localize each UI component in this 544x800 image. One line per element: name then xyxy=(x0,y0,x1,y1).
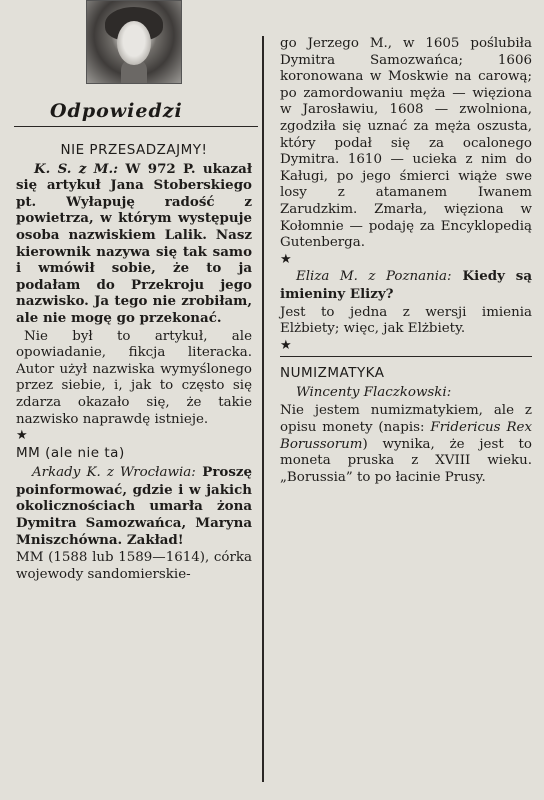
answer-4-pre: Nie jestem numizmatykiem, ale z opisu monety (napis: xyxy=(280,403,532,436)
answer-4-inscription: Fridericus Rex Borussorum xyxy=(280,420,533,452)
section-title-mm: MM (ale nie ta) xyxy=(16,444,125,461)
question-1-author: K. S. z M.: xyxy=(34,160,119,177)
question-3 xyxy=(280,268,532,302)
column-divider xyxy=(262,36,264,782)
section-title-numizmatyka: NUMIZMATYKA xyxy=(280,365,385,382)
answer-3: Jest to jedna z wersji imienia Elżbiety; więc, jak Elżbiety. xyxy=(280,304,532,337)
question-3-author: Eliza M. z Poznania: xyxy=(296,269,452,285)
author-photo xyxy=(86,0,182,84)
answer-2-continued: go Jerzego M., w 1605 poślubiła Dymitra Samozwańca; 1606 koronowana w Moskwie na carową; po zamordowaniu męża — więziona w Jarosławiu, 1608 — zwolniona, zgodziła się uznać za męża oszusta, który podał się za ocalonego Dymitra. 1610 — ucieka z nim do Kaługi, po jego śmierci wiąże swe losy z atamanem Iwanem Zarudzkim. Zmarła, więziona w Kołomnie — podaję za Encyklopedią Gutenberga. xyxy=(280,36,532,251)
answer-4-post: ) wynika, że jest to moneta pruska z XVIII wieku. „Borussia” to po łacinie Prusy. xyxy=(280,436,532,485)
section-heading: Odpowiedzi xyxy=(50,100,183,122)
separator-star: ★ xyxy=(280,251,292,267)
answer-1: Nie był to artykuł, ale opowiadanie, fikcja literacka. Autor użył nazwiska wymyślonego przez siebie, i, jak to często się zdarza okazało się, że takie nazwisko naprawdę istnieje. xyxy=(16,328,252,427)
left-column xyxy=(16,142,252,583)
answer-4 xyxy=(280,403,532,486)
question-3-text: Kiedy są imieniny Elizy? xyxy=(280,268,532,302)
separator-star: ★ xyxy=(16,428,28,444)
question-2-text: Proszę poinformować, gdzie i w jakich okolicznościach umarła żona Dymitra Samozwańca, Maryna Mniszchówna. Zakład! xyxy=(16,464,252,548)
question-1 xyxy=(16,161,252,327)
question-2-author: Arkady K. z Wrocławia: xyxy=(32,465,196,481)
divider xyxy=(280,356,532,357)
section-title-nie-przesadzajmy: NIE PRZESADZAJMY! xyxy=(60,142,208,158)
divider xyxy=(14,126,258,127)
question-2 xyxy=(16,464,252,548)
separator-star: ★ xyxy=(280,337,292,353)
answer-2-start: MM (1588 lub 1589—1614), córka wojewody sandomierskie- xyxy=(16,550,252,582)
right-column xyxy=(280,36,532,486)
question-1-text: W 972 P. ukazał się artykuł Jana Stoberskiego pt. Wyłapuję radość z powietrza, w którym występuje osoba nazwiskiem Lalik. Nasz kierownik nazywa się tak samo i wmówił sobie, że to ja podałam do Przekroju jego nazwisko. Ja tego nie zrobiłam, ale nie mogę go przekonać. xyxy=(16,160,252,326)
question-4-author: Wincenty Flaczkowski: xyxy=(296,384,452,400)
